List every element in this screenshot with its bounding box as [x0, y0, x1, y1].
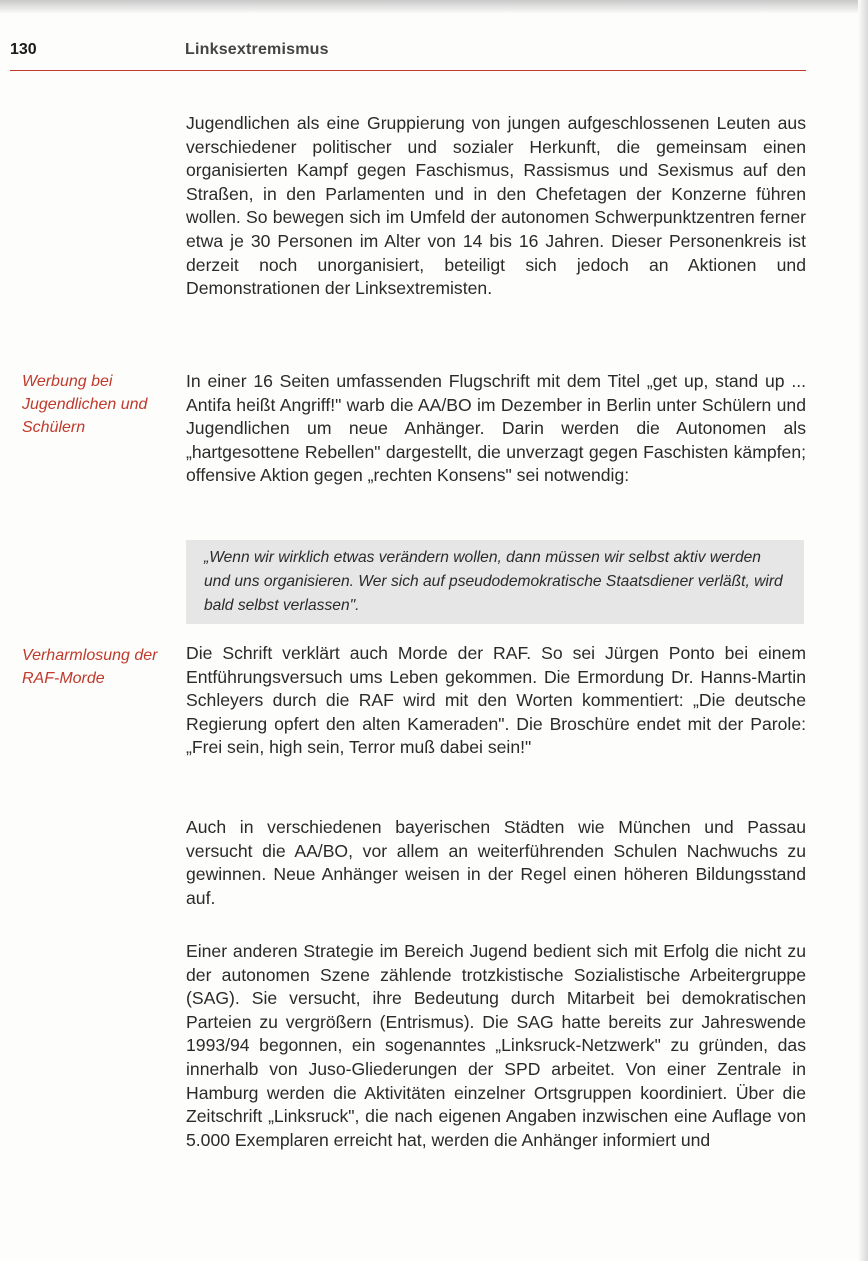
page-shadow-right: [858, 0, 868, 1261]
paragraph: Die Schrift verklärt auch Morde der RAF. So sei Jürgen Ponto bei einem Entführungsversuch ums Leben gekommen. Die Ermordung Dr. Hanns-Martin Schleyers durch die RAF wird mit den Worten kommentiert: „Die deutsche Regierung opfert den alten Kameraden". Die Broschüre endet mit der Parole: „Frei sein, high sein, Terror muß dabei sein!": [186, 643, 806, 758]
paragraph-3-block: [186, 642, 806, 760]
paragraph: Einer anderen Strategie im Bereich Jugend bedient sich mit Erfolg die nicht zu der autonomen Szene zählende trotzkistische Sozialistische Arbeitergruppe (SAG). Sie versucht, ihre Bedeutung durch Mitarbeit bei demokratischen Parteien zu vergrößern (Entrismus). Die SAG hatte bereits zur Jahreswende 1993/94 begonnen, ein sogenanntes „Linksruck-Netzwerk" zu gründen, das innerhalb von Juso-Gliederungen der SPD arbeitet. Von einer Zentrale in Hamburg werden die Aktivitäten einzelner Ortsgruppen koordiniert. Über die Zeitschrift „Linksruck", die nach eigenen Angaben inzwischen eine Auflage von 5.000 Exemplaren erreicht hat, werden die Anhänger informiert und: [186, 941, 806, 1150]
page-shadow-top: [0, 0, 868, 14]
paragraph: Auch in verschiedenen bayerischen Städten wie München und Passau versucht die AA/BO, vor allem an weiterführenden Schulen Nachwuchs zu gewinnen. Neue Anhänger weisen in der Regel einen höheren Bildungsstand auf.: [186, 817, 806, 908]
page-header: [10, 38, 806, 71]
paragraph-2-block: [186, 370, 806, 488]
paragraph-1-block: [186, 112, 806, 301]
running-head: Linksextremismus: [185, 41, 329, 58]
page-number: 130: [10, 41, 37, 58]
margin-note-werbung: Werbung bei Jugendlichen und Schülern: [22, 373, 148, 436]
margin-note-verharmlosung: Verharmlosung der RAF-Morde: [22, 647, 158, 687]
paragraph: Jugendlichen als eine Gruppierung von jungen aufgeschlossenen Leuten aus verschiedener politischer und sozialer Herkunft, die gemeinsam einen organisierten Kampf gegen Faschismus, Rassismus und Sexismus auf den Straßen, in den Parlamenten und in den Chefetagen der Konzerne führen wollen. So bewegen sich im Umfeld der autonomen Schwerpunktzentren ferner etwa je 30 Personen im Alter von 14 bis 16 Jahren. Dieser Personenkreis ist derzeit noch unorganisiert, beteiligt sich jedoch an Aktionen und Demonstrationen der Linksextremisten.: [186, 113, 806, 299]
quote-box: [186, 540, 804, 624]
paragraph-5-block: [186, 940, 806, 1152]
paragraph-4-block: [186, 816, 806, 910]
paragraph: In einer 16 Seiten umfassenden Flugschrift mit dem Titel „get up, stand up ... Antifa heißt Angriff!" warb die AA/BO im Dezember in Berlin unter Schülern und Jugendlichen um neue Anhänger. Darin werden die Autonomen als „hartgesottene Rebellen" dargestellt, die unverzagt gegen Faschisten kämpfen; offensive Aktion gegen „rechten Konsens" sei notwendig:: [186, 371, 806, 486]
quote-text: „Wenn wir wirklich etwas verändern wollen, dann müssen wir selbst aktiv werden und uns organisieren. Wer sich auf pseudodemokratische Staatsdiener verläßt, wird bald selbst verlassen".: [204, 549, 783, 614]
